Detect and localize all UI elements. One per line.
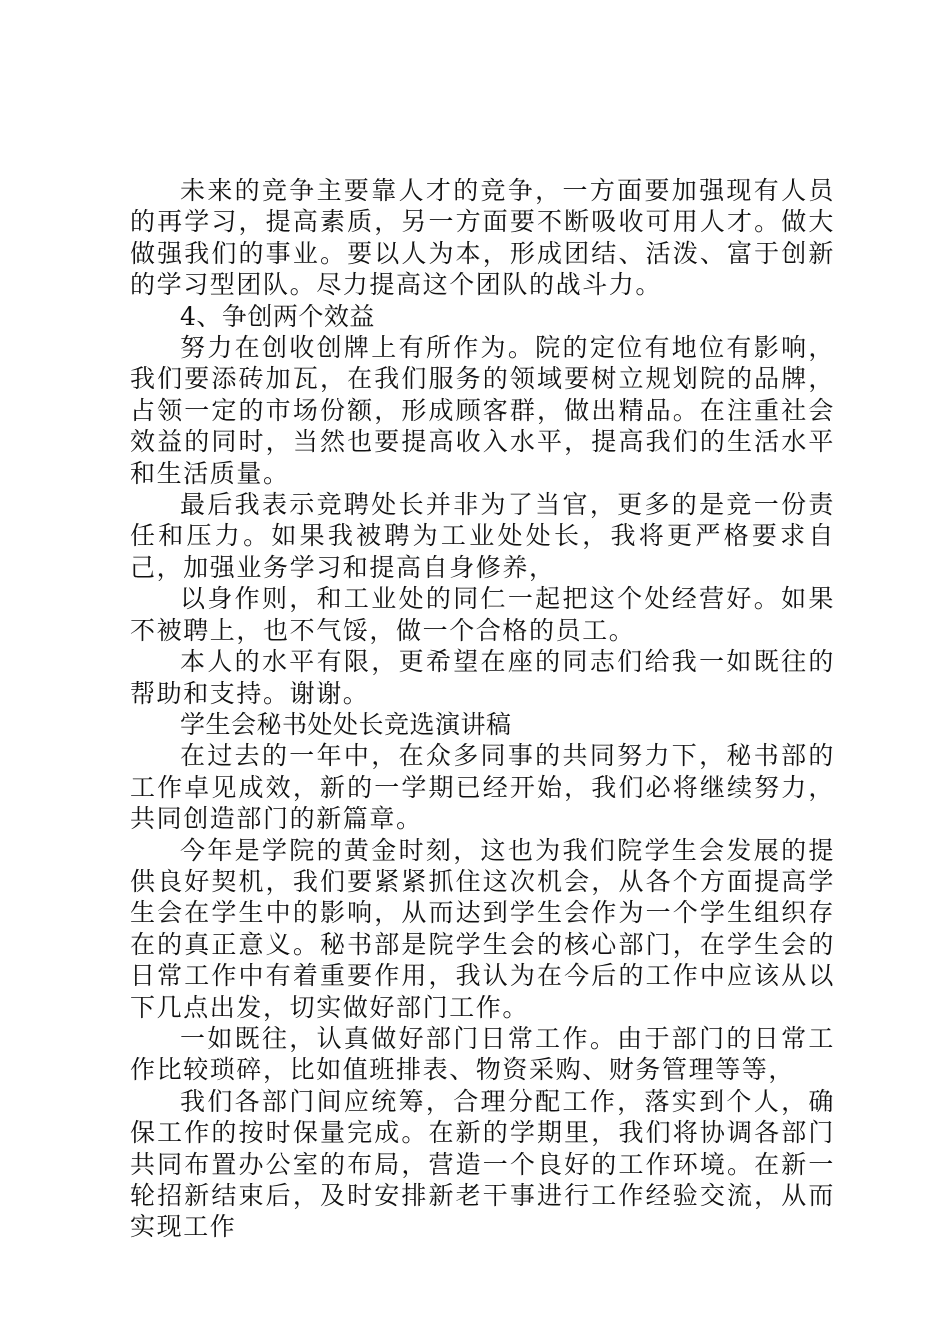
paragraph-thanks: 本人的水平有限，更希望在座的同志们给我一如既往的帮助和支持。谢谢。 [130,647,835,708]
paragraph-golden-moment: 今年是学院的黄金时刻，这也为我们院学生会发展的提供良好契机，我们要紧紧抓住这次机会，从各个方面提高学生会在学生中的影响，从而达到学生会作为一个学生组织存在的真正意义。秘书部是院学生会的核心部门，在学生会的日常工作中有着重要作用，我认为在今后的工作中应该从以下几点出发，切实做好部门工作。 [130,835,835,1022]
paragraph-brand-building: 努力在创收创牌上有所作为。院的定位有地位有影响，我们要添砖加瓦，在我们服务的领域要树立规划院的品牌，占领一定的市场份额，形成顾客群，做出精品。在注重社会效益的同时，当然也要提高收入水平，提高我们的生活水平和生活质量。 [130,333,835,488]
paragraph-lead-by-example: 以身作则，和工业处的同仁一起把这个处经营好。如果不被聘上，也不气馁，做一个合格的员工。 [130,584,835,645]
paragraph-talent-competition: 未来的竞争主要靠人才的竞争，一方面要加强现有人员的再学习，提高素质，另一方面要不断吸收可用人才。做大做强我们的事业。要以人为本，形成团结、活泼、富于创新的学习型团队。尽力提高这个团队的战斗力。 [130,176,835,300]
paragraph-closing-responsibility: 最后我表示竞聘处长并非为了当官，更多的是竞一份责任和压力。如果我被聘为工业处处长，我将更严格要求自己，加强业务学习和提高自身修养， [130,490,835,582]
paragraph-coordination: 我们各部门间应统筹，合理分配工作，落实到个人，确保工作的按时保量完成。在新的学期里，我们将协调各部门共同布置办公室的布局，营造一个良好的工作环境。在新一轮招新结束后，及时安排新老干事进行工作经验交流，从而实现工作 [130,1086,835,1242]
heading-two-benefits: 4、争创两个效益 [180,301,375,331]
paragraph-daily-work: 一如既往，认真做好部门日常工作。由于部门的日常工作比较琐碎，比如值班排表、物资采购、财务管理等等， [130,1023,835,1085]
paragraph-past-year: 在过去的一年中，在众多同事的共同努力下，秘书部的工作卓见成效，新的一学期已经开始，我们必将继续努力，共同创造部门的新篇章。 [130,741,835,834]
document-page [130,175,835,1243]
heading-secretary-speech: 学生会秘书处处长竞选演讲稿 [180,709,512,739]
